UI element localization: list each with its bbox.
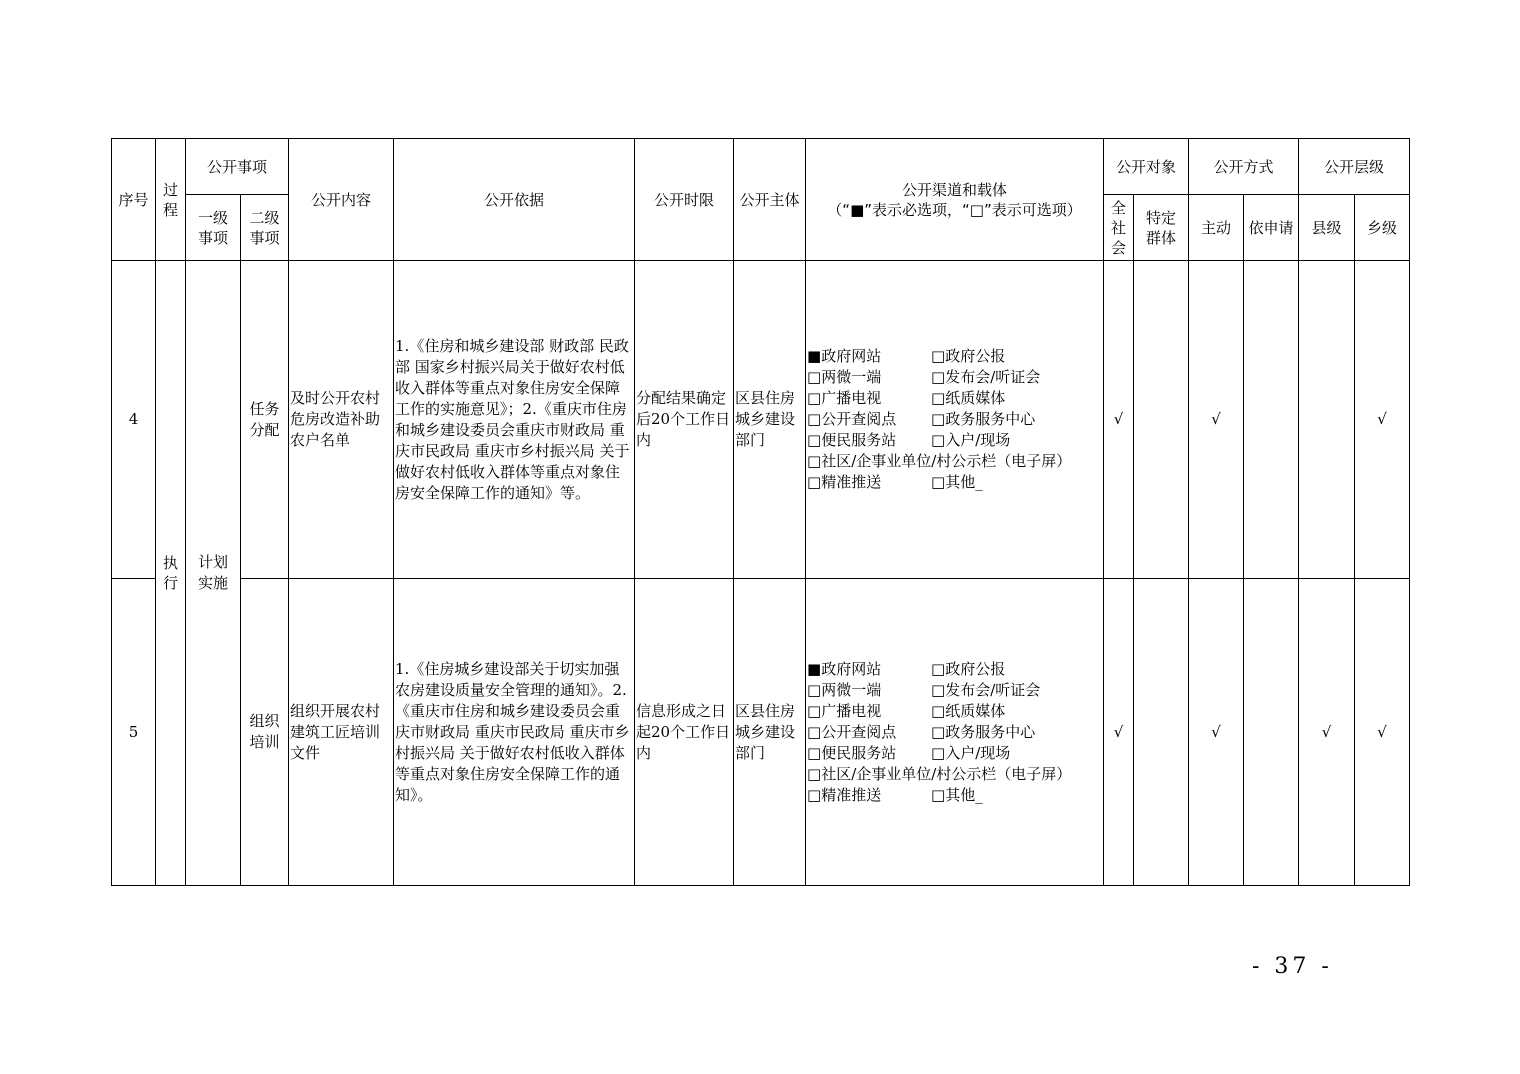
table-row [112,261,1410,579]
header-level-town: 乡级 [1355,195,1410,261]
channel-gov-site: ■政府网站 [807,659,882,678]
channel-paper: □纸质媒体 [931,701,1006,720]
row-subject: 区县住房城乡建设部门 [734,261,806,579]
row-method-request [1244,261,1299,579]
table-row [112,579,1410,886]
row-content: 组织开展农村建筑工匠培训文件 [289,579,394,886]
row-audience-specific [1134,579,1189,886]
row-time-limit: 分配结果确定后20个工作日内 [635,261,734,579]
row-method-active: √ [1189,261,1244,579]
row-seq: 4 [112,261,156,579]
page-number: - 37 - [1252,954,1333,979]
header-content: 公开内容 [289,139,394,261]
channel-other: □其他_ [931,473,983,491]
channel-gov-gazette: □政府公报 [931,659,1006,678]
header-channel-note: （“■”表示必选项，“□”表示可选项） [827,200,1082,219]
header-audience-all: 全社会 [1104,195,1134,261]
process-cell: 执行 [156,261,186,886]
row-channels [806,579,1104,886]
channel-gov-site: ■政府网站 [807,347,882,365]
row-level-town: √ [1355,579,1410,886]
channel-door-to-door: □入户/现场 [931,743,1011,762]
channel-door-to-door: □入户/现场 [931,431,1011,449]
channel-gov-gazette: □政府公报 [931,347,1006,365]
row-content: 及时公开农村危房改造补助农户名单 [289,261,394,579]
channel-service-station: □便民服务站 [807,743,897,762]
channel-service-center: □政务服务中心 [931,722,1036,741]
row-audience-specific [1134,261,1189,579]
row-subject: 区县住房城乡建设部门 [734,579,806,886]
header-process: 过程 [156,139,186,261]
channel-broadcast: □广播电视 [807,389,882,407]
row-seq: 5 [112,579,156,886]
row-method-active: √ [1189,579,1244,886]
channel-press: □发布会/听证会 [931,368,1041,386]
header-level1: 一级事项 [186,195,241,261]
channel-service-center: □政务服务中心 [931,410,1036,428]
channel-bulletin: □社区/企事业单位/村公示栏（电子屏） [807,452,1072,470]
channel-precise-push: □精准推送 [807,785,882,804]
header-channel [806,139,1104,261]
header-audience-specific: 特定群体 [1134,195,1189,261]
header-level: 公开层级 [1299,139,1410,195]
header-channel-title: 公开渠道和载体 [902,180,1008,199]
row-channels [806,261,1104,579]
header-method: 公开方式 [1189,139,1299,195]
row-basis: 1.《住房城乡建设部关于切实加强农房建设质量安全管理的通知》。2.《重庆市住房和城乡建设委员会重庆市财政局 重庆市民政局 重庆市乡村振兴局 关于做好农村低收入群体等重点对象住房安全保障工作的通知》。 [394,579,635,886]
channel-broadcast: □广播电视 [807,701,882,720]
row-level-town: √ [1355,261,1410,579]
header-time-limit: 公开时限 [635,139,734,261]
level1-cell: 计划实施 [186,261,241,886]
channel-service-station: □便民服务站 [807,431,897,449]
row-method-request [1244,579,1299,886]
header-seq: 序号 [112,139,156,261]
row-level2: 组织培训 [241,579,289,886]
disclosure-table [111,138,1410,886]
header-items: 公开事项 [186,139,289,195]
channel-reading-point: □公开查阅点 [807,410,897,428]
header-basis: 公开依据 [394,139,635,261]
row-audience-all: √ [1104,261,1134,579]
channel-press: □发布会/听证会 [931,680,1041,699]
channel-wechat-weibo: □两微一端 [807,680,882,699]
row-level-county [1299,261,1355,579]
header-level2: 二级事项 [241,195,289,261]
header-level-county: 县级 [1299,195,1355,261]
header-subject: 公开主体 [734,139,806,261]
header-method-active: 主动 [1189,195,1244,261]
channel-paper: □纸质媒体 [931,389,1006,407]
channel-precise-push: □精准推送 [807,473,882,491]
row-level2: 任务分配 [241,261,289,579]
row-time-limit: 信息形成之日起20个工作日内 [635,579,734,886]
row-basis: 1.《住房和城乡建设部 财政部 民政部 国家乡村振兴局关于做好农村低收入群体等重点对象住房安全保障工作的实施意见》；2.《重庆市住房和城乡建设委员会重庆市财政局 重庆市民政局 重庆市乡村振兴局 关于做好农村低收入群体等重点对象住房安全保障工作的通知》等。 [394,261,635,579]
header-method-request: 依申请 [1244,195,1299,261]
row-audience-all: √ [1104,579,1134,886]
header-audience: 公开对象 [1104,139,1189,195]
row-level-county: √ [1299,579,1355,886]
channel-bulletin: □社区/企事业单位/村公示栏（电子屏） [807,764,1072,783]
channel-wechat-weibo: □两微一端 [807,368,882,386]
channel-reading-point: □公开查阅点 [807,722,897,741]
channel-other: □其他_ [931,785,983,804]
